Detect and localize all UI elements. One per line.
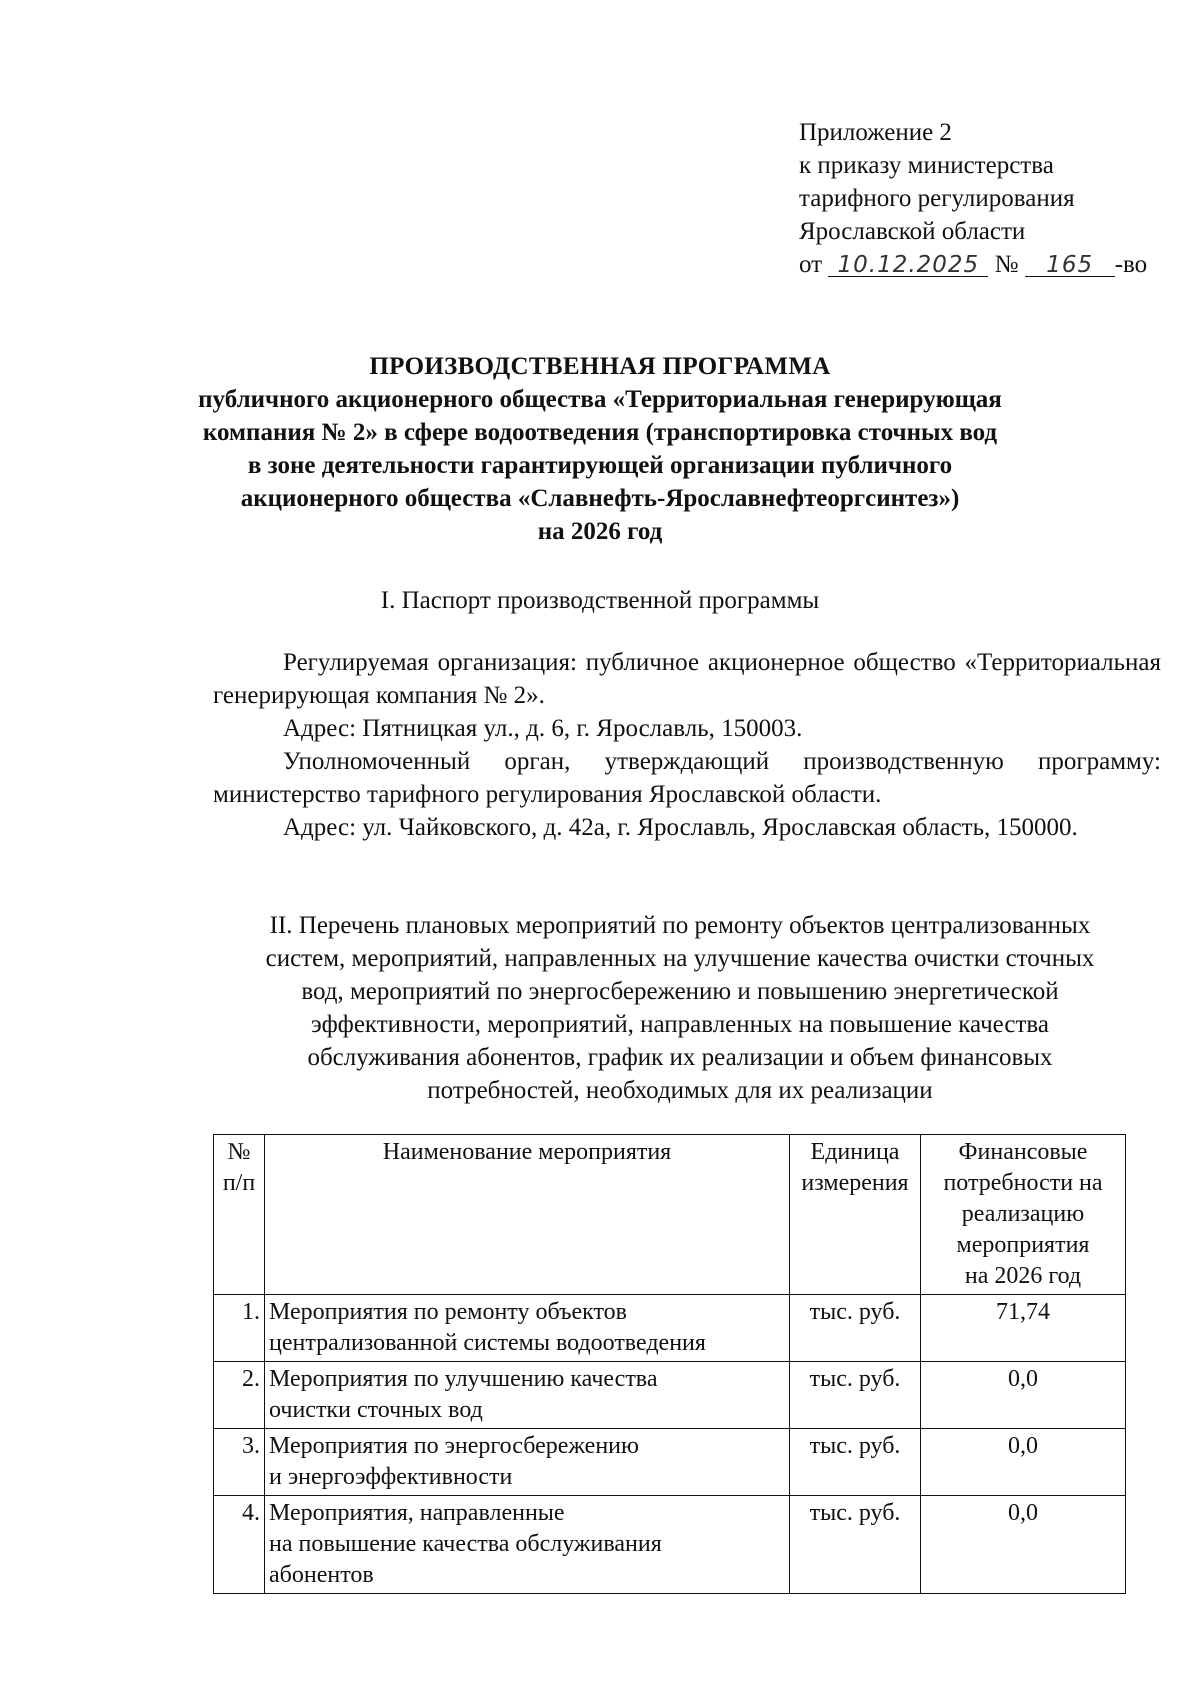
header-number <box>214 1135 265 1295</box>
row-number: 1. <box>214 1295 265 1362</box>
header-financial-needs <box>921 1135 1126 1295</box>
order-date-handwritten: 10.12.2025 <box>828 254 988 277</box>
header-unit <box>790 1135 921 1295</box>
row-unit: тыс. руб. <box>790 1429 921 1496</box>
header-fin-line: Финансовые <box>958 1139 1088 1165</box>
authorized-body-address: Адрес: ул. Чайковского, д. 42а, г. Ярославль, Ярославская область, 150000. <box>283 814 1078 841</box>
appendix-title: Приложение 2 <box>799 119 952 146</box>
row-name-line: централизованной системы водоотведения <box>269 1330 706 1356</box>
regulated-organization: Регулируемая организация: публичное акционерное общество «Территориальная генерирующая компания № 2». <box>213 649 1161 709</box>
header-number-sign: № <box>227 1139 251 1165</box>
row-number: 3. <box>214 1429 265 1496</box>
section1-heading: I. Паспорт производственной программы <box>380 587 820 614</box>
row-measure-name <box>265 1496 790 1594</box>
appendix-header <box>799 116 1147 281</box>
row-name-line: Мероприятия, направленные <box>269 1500 565 1526</box>
document-title-year: на 2026 год <box>537 518 663 545</box>
order-suffix: -во <box>1114 251 1148 278</box>
row-number: 4. <box>214 1496 265 1594</box>
header-name: Наименование мероприятия <box>265 1135 790 1295</box>
row-name-line: Мероприятия по ремонту объектов <box>269 1299 627 1325</box>
section2-heading-line: обслуживания абонентов, график их реализации и объем финансовых <box>307 1044 1053 1071</box>
header-unit-line: Единица <box>810 1139 900 1165</box>
row-name-line: очистки сточных вод <box>269 1397 483 1423</box>
document-title-main: ПРОИЗВОДСТВЕННАЯ ПРОГРАММА <box>369 353 831 380</box>
row-unit: тыс. руб. <box>790 1496 921 1594</box>
order-number-handwritten: 165 <box>1025 254 1115 277</box>
row-measure-name <box>265 1429 790 1496</box>
section2-heading-line: систем, мероприятий, направленных на улучшение качества очистки сточных <box>265 945 1095 972</box>
header-fin-line: мероприятия <box>956 1232 1090 1258</box>
header-fin-line: реализацию <box>961 1201 1085 1227</box>
table-row <box>214 1295 1126 1362</box>
document-title-line: в зоне деятельности гарантирующей организации публичного <box>247 452 953 479</box>
row-measure-name <box>265 1362 790 1429</box>
row-value: 0,0 <box>921 1362 1126 1429</box>
row-unit: тыс. руб. <box>790 1295 921 1362</box>
order-number-sign: № <box>994 251 1019 278</box>
appendix-line-ministry: тарифного регулирования <box>799 185 1075 212</box>
passport-block <box>213 646 1161 844</box>
section2-heading-line: вод, мероприятий по энергосбережению и повышению энергетической <box>301 978 1059 1005</box>
row-value: 0,0 <box>921 1429 1126 1496</box>
table-row <box>214 1496 1126 1594</box>
row-value: 0,0 <box>921 1496 1126 1594</box>
row-name-line: абонентов <box>269 1562 374 1588</box>
document-title-line: публичного акционерного общества «Территориальная генерирующая <box>198 386 1002 413</box>
measures-table <box>213 1134 1126 1594</box>
table-header-row <box>214 1135 1126 1295</box>
row-name-line: Мероприятия по энергосбережению <box>269 1433 639 1459</box>
header-unit-line: измерения <box>801 1170 909 1196</box>
row-name-line: на повышение качества обслуживания <box>269 1531 662 1557</box>
row-number: 2. <box>214 1362 265 1429</box>
appendix-line-order: к приказу министерства <box>799 152 1054 179</box>
document-title <box>180 350 1020 548</box>
section2-heading-line: II. Перечень плановых мероприятий по ремонту объектов централизованных <box>269 912 1091 939</box>
header-fin-line: на 2026 год <box>964 1263 1082 1289</box>
organization-address: Адрес: Пятницкая ул., д. 6, г. Ярославль, 150003. <box>283 715 803 742</box>
document-title-line: акционерного общества «Славнефть-Ярославнефтеоргсинтез») <box>240 485 960 512</box>
row-value: 71,74 <box>921 1295 1126 1362</box>
authorized-body: Уполномоченный орган, утверждающий производственную программу: министерство тарифного регулирования Ярославской области. <box>213 748 1161 808</box>
section2-heading-line: потребностей, необходимых для их реализации <box>427 1077 933 1104</box>
section2-heading <box>205 909 1155 1107</box>
table-row <box>214 1429 1126 1496</box>
order-from-label: от <box>799 251 823 278</box>
row-name-line: и энергоэффективности <box>269 1464 513 1490</box>
header-fin-line: потребности на <box>943 1170 1103 1196</box>
appendix-line-region: Ярославской области <box>799 218 1026 245</box>
document-title-line: компания № 2» в сфере водоотведения (транспортировка сточных вод <box>202 419 998 446</box>
row-name-line: Мероприятия по улучшению качества <box>269 1366 658 1392</box>
header-number-pp: п/п <box>222 1170 256 1196</box>
row-measure-name <box>265 1295 790 1362</box>
row-unit: тыс. руб. <box>790 1362 921 1429</box>
table-row <box>214 1362 1126 1429</box>
appendix-order-ref <box>799 248 1147 281</box>
section2-heading-line: эффективности, мероприятий, направленных на повышение качества <box>311 1011 1049 1038</box>
